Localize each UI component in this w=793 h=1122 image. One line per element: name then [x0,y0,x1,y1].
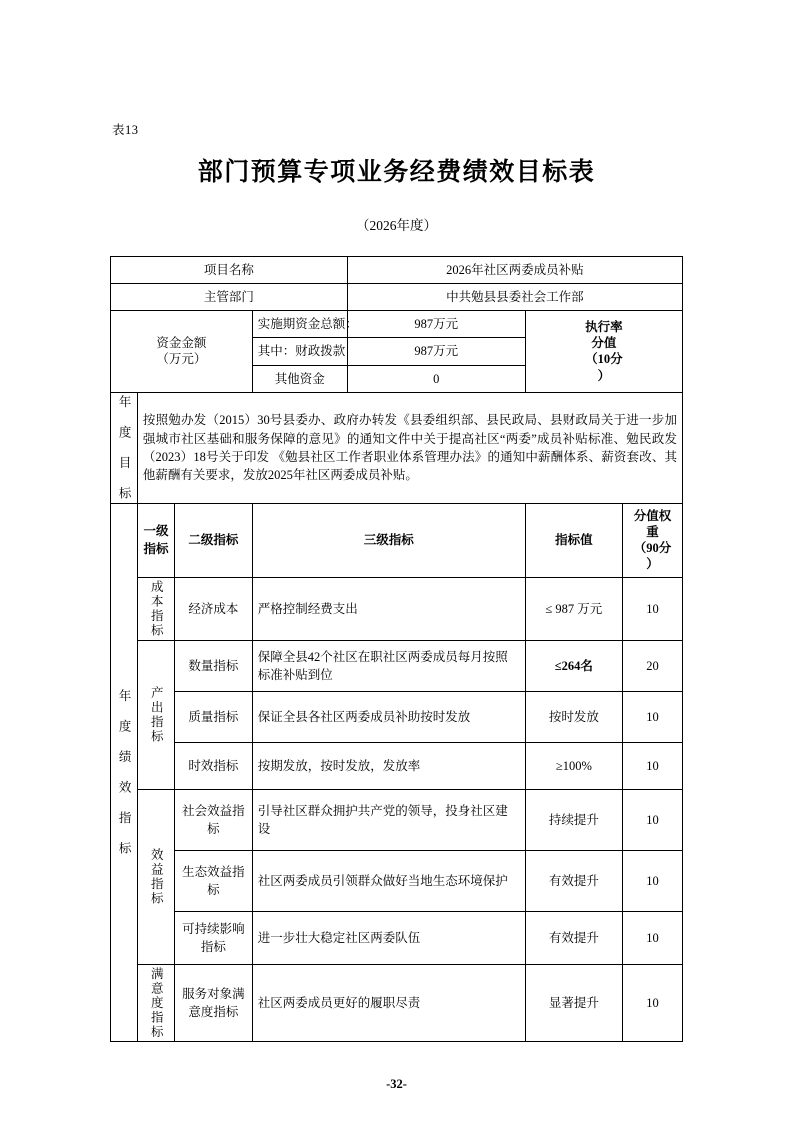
indicator-value: ≥100% [525,742,622,789]
column-header-level3: 三级指标 [252,503,525,577]
indicator-level1-text: 产出指标 [149,685,164,744]
indicator-score: 20 [622,640,682,691]
indicator-level1 [137,964,174,1042]
annual-goal-label-text: 年 度 目 标 [117,394,132,501]
annual-performance-label-text: 年 度 绩 效 指 标 [117,688,132,856]
column-header-score [622,503,682,577]
project-name-value: 2026年社区两委成员补贴 [347,257,682,284]
indicator-value: 持续提升 [525,789,622,850]
execution-rate-line3: （10分 [585,352,623,367]
annual-goal-text: 按照勉办发（2015）30号县委办、政府办转发《县委组织部、县民政局、县财政局关于进一步加强城市社区基础和服务保障的意见》的通知文件中关于提高社区“两委”成员补贴标准、勉民政发（2023）18号关于印发 《勉县社区工作者职业体系管理办法》的通知中薪酬体系、薪资套改、其他薪酬有关要求，发放2025年社区两委成员补贴。 [137,392,682,503]
indicator-level2: 生态效益指标 [175,850,253,911]
page-subtitle: （2026年度） [356,218,437,233]
funding-label [111,311,253,392]
column-header-level2: 二级指标 [175,503,253,577]
table-row [111,691,683,742]
table-label: 表13 [112,123,139,137]
department-value: 中共勉县县委社会工作部 [347,284,682,311]
funding-row-name: 其中：财政拨款 [252,338,347,365]
funding-row-value: 987万元 [347,311,525,338]
indicator-level1-text: 成本指标 [149,579,164,638]
indicator-level1-text: 效益指标 [149,847,164,906]
indicator-value: ≤ 987 万元 [525,577,622,640]
indicator-score: 10 [622,691,682,742]
table-row [111,284,683,311]
table-row [111,257,683,284]
indicator-score: 10 [622,964,682,1042]
table-row [111,577,683,640]
annual-performance-label [111,503,138,1042]
performance-goal-table [110,256,683,1042]
indicator-value: 按时发放 [525,691,622,742]
indicator-level3: 严格控制经费支出 [252,577,525,640]
indicator-level1 [137,640,174,789]
indicator-score: 10 [622,577,682,640]
indicator-level2: 时效指标 [175,742,253,789]
table-row [111,392,683,503]
column-header-level1: 一级指标 [137,503,174,577]
table-row [111,964,683,1042]
execution-rate-line4: ） [597,368,611,383]
table-header-row [111,503,683,577]
page-title: 部门预算专项业务经费绩效目标表 [197,159,596,186]
indicator-level3: 保障全县42个社区在职社区两委成员每月按照标准补贴到位 [252,640,525,691]
indicator-level1 [137,577,174,640]
indicator-level3: 社区两委成员更好的履职尽责 [252,964,525,1042]
indicator-level2: 服务对象满意度指标 [175,964,253,1042]
column-header-value: 指标值 [525,503,622,577]
indicator-value: 有效提升 [525,911,622,964]
page-number: -32- [386,1077,407,1091]
project-name-label: 项目名称 [111,257,348,284]
table-row [111,789,683,850]
indicator-level2: 社会效益指标 [175,789,253,850]
indicator-level1-text: 满意度指标 [149,966,164,1040]
indicator-level2: 质量指标 [175,691,253,742]
funding-row-value: 987万元 [347,338,525,365]
indicator-level2: 经济成本 [175,577,253,640]
indicator-score: 10 [622,789,682,850]
indicator-level3: 社区两委成员引领群众做好当地生态环境保护 [252,850,525,911]
indicator-level3: 进一步壮大稳定社区两委队伍 [252,911,525,964]
funding-label-line1: 资金金额 [156,336,207,351]
indicator-level2: 可持续影响指标 [175,911,253,964]
table-row [111,640,683,691]
column-header-score-line4: ） [646,557,659,572]
indicator-value: 有效提升 [525,850,622,911]
table-row [111,311,683,338]
column-header-score-line1: 分值权 [633,508,672,523]
execution-rate-line1: 执行率 [585,319,623,334]
execution-rate-label [525,311,682,392]
indicator-level3: 保证全县各社区两委成员补助按时发放 [252,691,525,742]
indicator-score: 10 [622,850,682,911]
indicator-level2: 数量指标 [175,640,253,691]
column-header-score-line3: （90分 [633,541,672,556]
table-row [111,850,683,911]
indicator-level3: 按期发放，按时发放，发放率 [252,742,525,789]
funding-row-value: 0 [347,365,525,392]
indicator-level1 [137,789,174,964]
indicator-value: 显著提升 [525,964,622,1042]
indicator-value: ≤264名 [525,640,622,691]
column-header-score-line2: 重 [646,524,659,539]
department-label: 主管部门 [111,284,348,311]
indicator-score: 10 [622,911,682,964]
funding-row-name: 其他资金 [252,365,347,392]
table-row [111,742,683,789]
execution-rate-line2: 分值 [591,336,617,351]
funding-label-line2: （万元） [156,352,207,367]
annual-goal-label [111,392,138,503]
indicator-score: 10 [622,742,682,789]
indicator-level3: 引导社区群众拥护共产党的领导，投身社区建设 [252,789,525,850]
table-row [111,911,683,964]
funding-row-name: 实施期资金总额： [252,311,347,338]
